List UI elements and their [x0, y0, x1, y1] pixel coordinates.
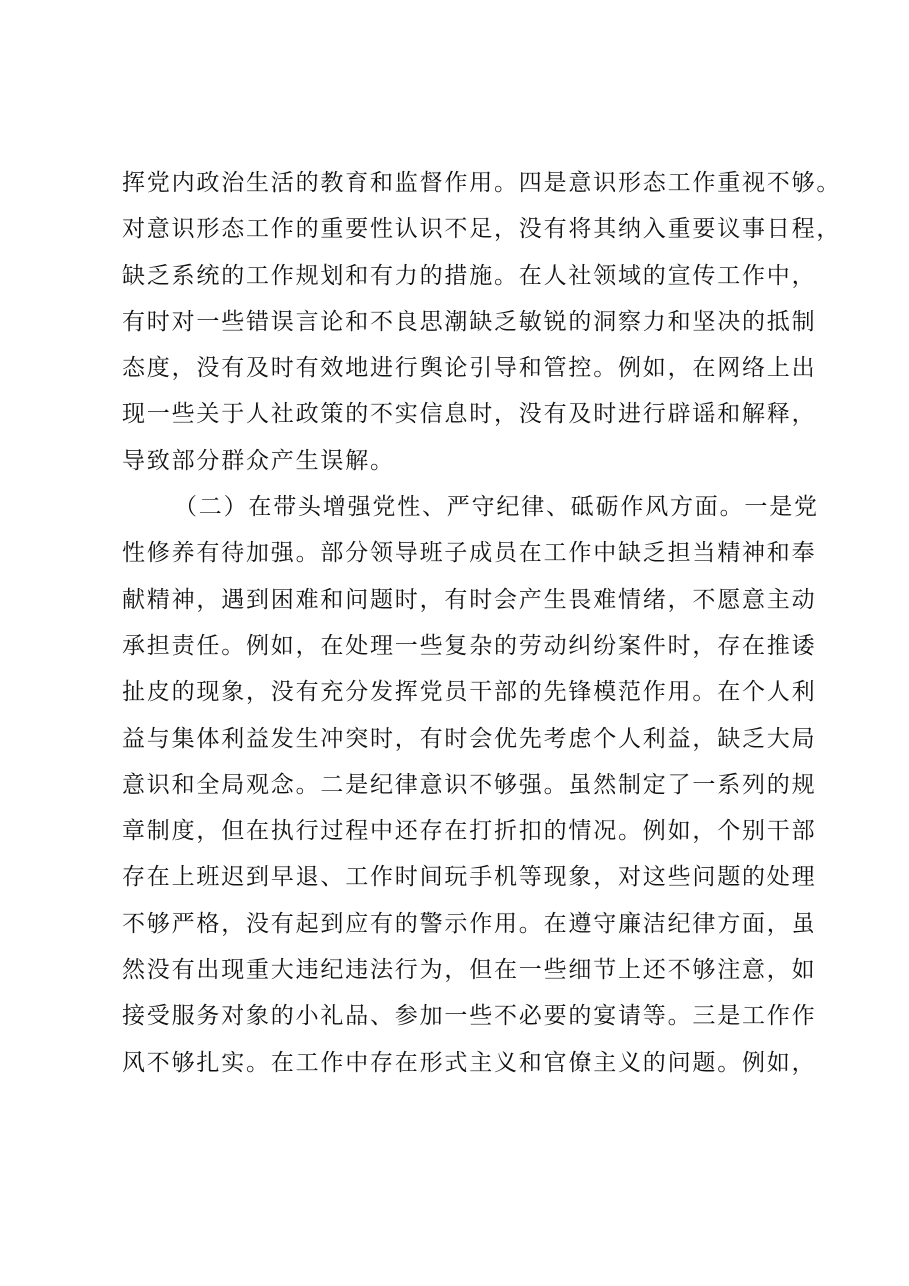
text-line: 现一些关于人社政策的不实信息时，没有及时进行辟谣和解释， [122, 401, 817, 428]
text-line: 然没有出现重大违纪违法行为，但在一些细节上还不够注意，如 [122, 957, 817, 984]
text-line: 有时对一些错误言论和不良思潮缺乏敏锐的洞察力和坚决的抵制 [122, 308, 817, 335]
text-line: 导致部分群众产生误解。 [122, 447, 395, 474]
section-heading-line: （二）在带头增强党性、严守纪律、砥砺作风方面。一是党 [174, 494, 819, 521]
paragraph-2 [122, 484, 819, 1086]
text-line: 扯皮的现象，没有充分发挥党员干部的先锋模范作用。在个人利 [122, 679, 817, 706]
paragraph-1 [122, 160, 842, 484]
text-line: 接受服务对象的小礼品、参加一些不必要的宴请等。三是工作作 [122, 1003, 817, 1030]
document-body [122, 160, 842, 1086]
text-line: 不够严格，没有起到应有的警示作用。在遵守廉洁纪律方面，虽 [122, 910, 817, 937]
text-line: 性修养有待加强。部分领导班子成员在工作中缺乏担当精神和奉 [122, 540, 817, 567]
text-line: 风不够扎实。在工作中存在形式主义和官僚主义的问题。例如， [122, 1049, 817, 1076]
text-line: 献精神，遇到困难和问题时，有时会产生畏难情绪，不愿意主动 [122, 586, 817, 613]
text-line: 对意识形态工作的重要性认识不足，没有将其纳入重要议事日程， [122, 216, 842, 243]
text-line: 挥党内政治生活的教育和监督作用。四是意识形态工作重视不够。 [122, 170, 842, 196]
text-line: 缺乏系统的工作规划和有力的措施。在人社领域的宣传工作中， [122, 262, 817, 289]
text-line: 存在上班迟到早退、工作时间玩手机等现象，对这些问题的处理 [122, 864, 817, 891]
text-line: 益与集体利益发生冲突时，有时会优先考虑个人利益，缺乏大局 [122, 725, 817, 752]
text-line: 承担责任。例如，在处理一些复杂的劳动纠纷案件时，存在推诿 [122, 632, 817, 659]
text-line: 章制度，但在执行过程中还存在打折扣的情况。例如，个别干部 [122, 818, 817, 845]
text-line: 意识和全局观念。二是纪律意识不够强。虽然制定了一系列的规 [122, 771, 817, 798]
text-line: 态度，没有及时有效地进行舆论引导和管控。例如，在网络上出 [122, 355, 817, 382]
